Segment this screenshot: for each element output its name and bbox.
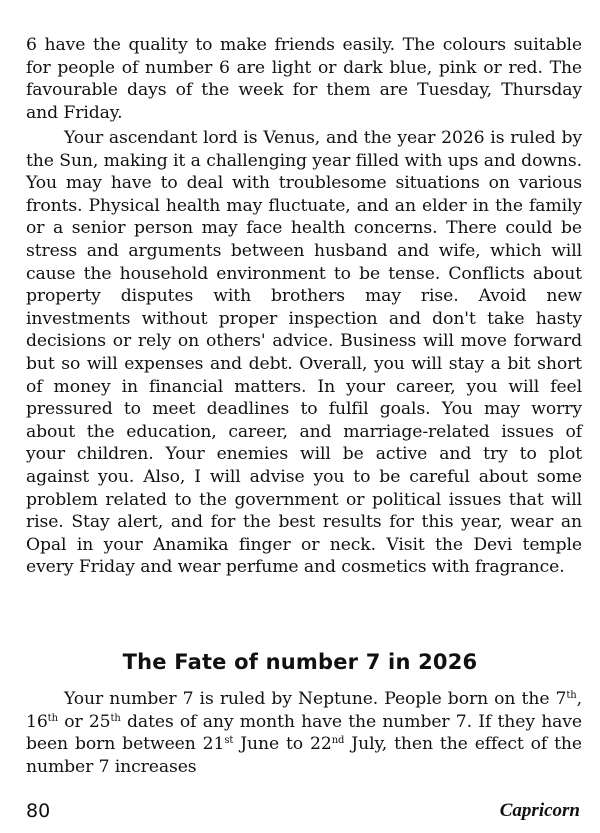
paragraph-number-6-forecast: Your ascendant lord is Venus, and the year 2026 is ruled by the Sun, making it a challenging year filled with ups and downs. You may have to deal with troublesome situations on various fronts. Physical health may fluctuate, and an elder in the family or a senior person may face health concerns. There could be stress and arguments between husband and wife, which will cause the household environment to be tense. Conflicts about property disputes with brothers may rise. Avoid new investments without proper inspection and don't take hasty decisions or rely on others' advice. Business will move forward but so will expenses and debt. Overall, you will stay a bit short of money in financial matters. In your career, you will feel pressured to meet deadlines to fulfil goals. You may worry about the education, career, and marriage-related issues of your children. Your enemies will be active and try to plot against you. Also, I will advise you to be careful about some problem related to the government or political issues that will rise. Stay alert, and for the best results for this year, wear an Opal in your Anamika finger or neck. Visit the Devi temple every Friday and wear perfume and cosmetics with fragrance. <box>26 128 582 578</box>
p3-sup-1: th <box>566 690 577 701</box>
p3-sup-2: th <box>47 712 58 724</box>
p3-sup-3: th <box>110 712 121 724</box>
p3-text-5: June to 22 <box>233 734 332 755</box>
paragraph-number-7-intro <box>26 688 582 778</box>
p3-text-4: dates of any month have the number 7. If they have been born between 21 <box>26 711 582 755</box>
p3-text-1: Your number 7 is ruled by Neptune. People born on the 7 <box>64 689 567 709</box>
p3-text-6: July, then the effect of the number 7 increases <box>26 734 582 777</box>
p3-text-2: , 16 <box>26 689 582 732</box>
p3-text-3: or 25 <box>57 711 111 732</box>
running-title: Capricorn <box>499 800 580 821</box>
page-number: 80 <box>26 800 51 822</box>
section-heading: The Fate of number 7 in 2026 <box>122 650 478 674</box>
paragraph-continuation: 6 have the quality to make friends easily. The colours suitable for people of number 6 are light or dark blue, pink or red. The favourable days of the week for them are Tuesday, Thursday and Friday. <box>26 35 582 123</box>
p3-sup-5: nd <box>331 735 345 747</box>
p3-sup-4: st <box>224 735 234 747</box>
